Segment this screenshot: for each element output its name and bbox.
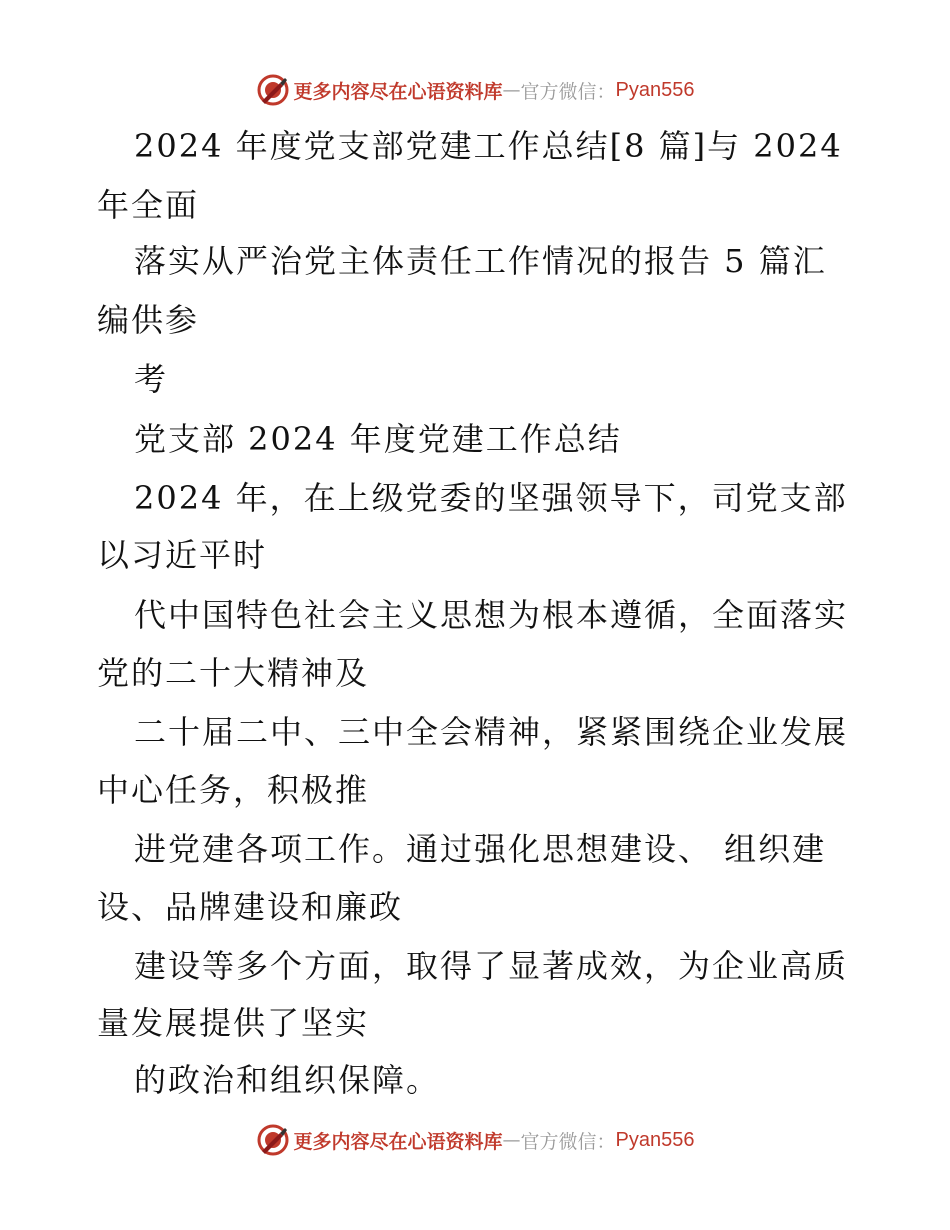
- doc-title-line-2: 年全面: [97, 186, 200, 224]
- body-line-7: 进党建各项工作。通过强化思想建设、 组织建: [134, 830, 827, 868]
- pen-logo-icon: [256, 1123, 290, 1157]
- body-line-2: 以习近平时: [97, 536, 268, 574]
- body-line-4: 党的二十大精神及: [97, 654, 370, 692]
- body-line-10: 量发展提供了坚实: [97, 1004, 370, 1042]
- watermark-footer: [0, 1120, 950, 1160]
- wechat-id: Pyan556: [615, 78, 695, 101]
- body-line-11: 的政治和组织保障。: [134, 1061, 441, 1099]
- body-line-3: 代中国特色社会主义思想为根本遵循，全面落实: [134, 596, 849, 634]
- doc-title-line-5: 考: [134, 360, 169, 398]
- watermark-separator: —: [502, 1129, 521, 1151]
- wechat-label: 官方微信：: [520, 1130, 616, 1153]
- watermark-separator: —: [502, 79, 521, 101]
- wechat-label: 官方微信：: [520, 80, 616, 103]
- section-heading: 党支部 2024 年度党建工作总结: [134, 420, 622, 458]
- body-line-8: 设、品牌建设和廉政: [97, 888, 404, 926]
- watermark-text: 更多内容尽在心语资料库: [293, 1130, 503, 1153]
- doc-title-line-4: 编供参: [97, 301, 200, 339]
- pen-logo-icon: [256, 73, 290, 107]
- wechat-id: Pyan556: [615, 1128, 695, 1151]
- watermark-header: [0, 70, 950, 110]
- doc-title-line-3: 落实从严治党主体责任工作情况的报告 5 篇汇: [134, 242, 827, 280]
- body-line-6: 中心任务，积极推: [97, 771, 370, 809]
- body-line-5: 二十届二中、三中全会精神，紧紧围绕企业发展: [134, 713, 849, 751]
- body-line-9: 建设等多个方面，取得了显著成效，为企业高质: [134, 947, 849, 985]
- body-line-1: 2024 年，在上级党委的坚强领导下，司党支部: [134, 479, 848, 517]
- watermark-text: 更多内容尽在心语资料库: [293, 80, 503, 103]
- doc-title-line-1: 2024 年度党支部党建工作总结[8 篇]与 2024: [134, 127, 843, 165]
